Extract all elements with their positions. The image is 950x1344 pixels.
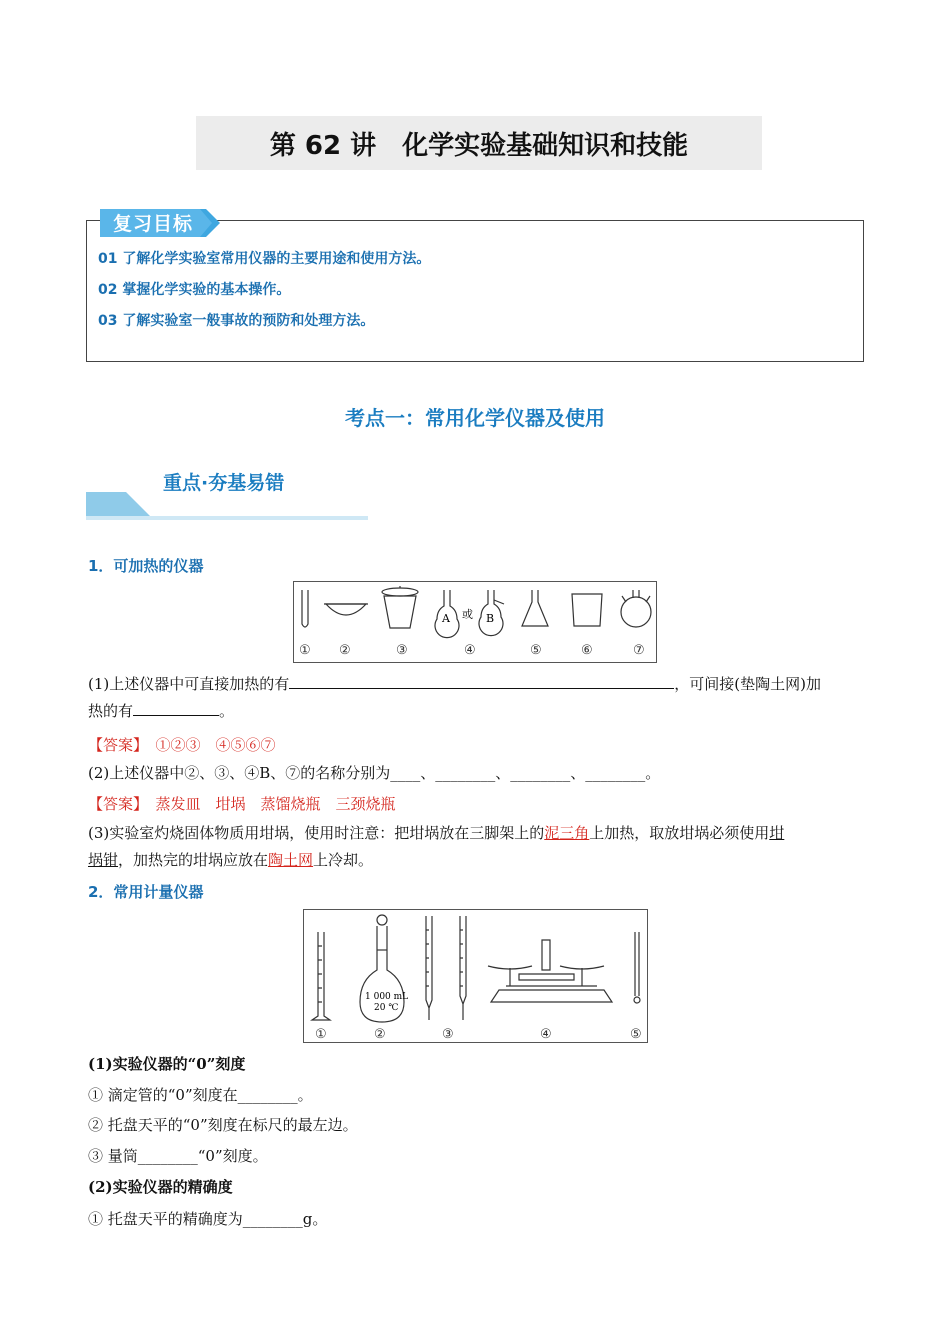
fig1-label-7: ⑦ — [633, 643, 645, 658]
fig1-label-1: ① — [299, 643, 311, 658]
flask-volume-label: 1 000 mL — [365, 992, 409, 1002]
goal-item-1: 01 了解化学实验室常用仪器的主要用途和使用方法。 — [98, 251, 431, 267]
section-title: 考点一：常用化学仪器及使用 — [345, 406, 605, 430]
fig1-label-5: ⑤ — [530, 643, 542, 658]
zero-mark-line-1: ① 滴定管的“0”刻度在________。 — [88, 1086, 313, 1104]
fig1-label-3: ③ — [396, 643, 408, 658]
question-3: (3)实验室灼烧固体物质用坩埚，使用时注意：把坩埚放在三脚架上的泥三角上加热，取放坩埚必须使用坩 埚钳，加热完的坩埚应放在陶土网上冷却。 — [88, 824, 785, 869]
zero-mark-line-3: ③ 量筒________“0”刻度。 — [88, 1147, 268, 1165]
subheading-precision: (2)实验仪器的精确度 — [88, 1178, 233, 1196]
figure-heatable-instruments — [293, 581, 657, 663]
fig1-label-2: ② — [339, 643, 351, 658]
flask-a-label: A — [442, 612, 450, 625]
heading-measuring: 2．常用计量仪器 — [88, 883, 204, 901]
goal-tag-label: 复习目标 — [113, 213, 194, 235]
subtitle-banner — [86, 492, 368, 522]
or-label: 或 — [462, 608, 473, 621]
flask-b-label: B — [486, 612, 495, 625]
zero-mark-line-2: ② 托盘天平的“0”刻度在标尺的最左边。 — [88, 1116, 358, 1134]
question-2: (2)上述仪器中②、③、④B、⑦的名称分别为____、________、________、________。 — [88, 764, 661, 782]
goal-item-3: 03 了解实验室一般事故的预防和处理方法。 — [98, 313, 375, 329]
fig1-label-4: ④ — [464, 643, 476, 658]
answer-1: 【答案】 ①②③ ④⑤⑥⑦ — [88, 736, 276, 754]
precision-line-1: ① 托盘天平的精确度为________g。 — [88, 1210, 328, 1228]
fig1-label-6: ⑥ — [581, 643, 593, 658]
flask-temp-label: 20 ℃ — [374, 1003, 399, 1013]
fig2-label-4: ④ — [540, 1027, 552, 1042]
figure-measuring-instruments — [303, 909, 648, 1043]
heading-heatable: 1．可加热的仪器 — [88, 557, 204, 575]
page-title: 第 62 讲 化学实验基础知识和技能 — [196, 116, 762, 170]
fig2-label-2: ② — [374, 1027, 386, 1042]
fig2-label-3: ③ — [442, 1027, 454, 1042]
subtitle: 重点·夯基易错 — [163, 472, 285, 494]
goal-item-2: 02 掌握化学实验的基本操作。 — [98, 282, 291, 298]
fig2-label-5: ⑤ — [630, 1027, 642, 1042]
answer-2: 【答案】 蒸发皿 坩埚 蒸馏烧瓶 三颈烧瓶 — [88, 795, 396, 813]
fig2-label-1: ① — [315, 1027, 327, 1042]
question-1: (1)上述仪器中可直接加热的有 ，可间接(垫陶土网)加 热的有 。 — [88, 675, 821, 720]
subheading-zero-mark: (1)实验仪器的“0”刻度 — [88, 1055, 246, 1073]
